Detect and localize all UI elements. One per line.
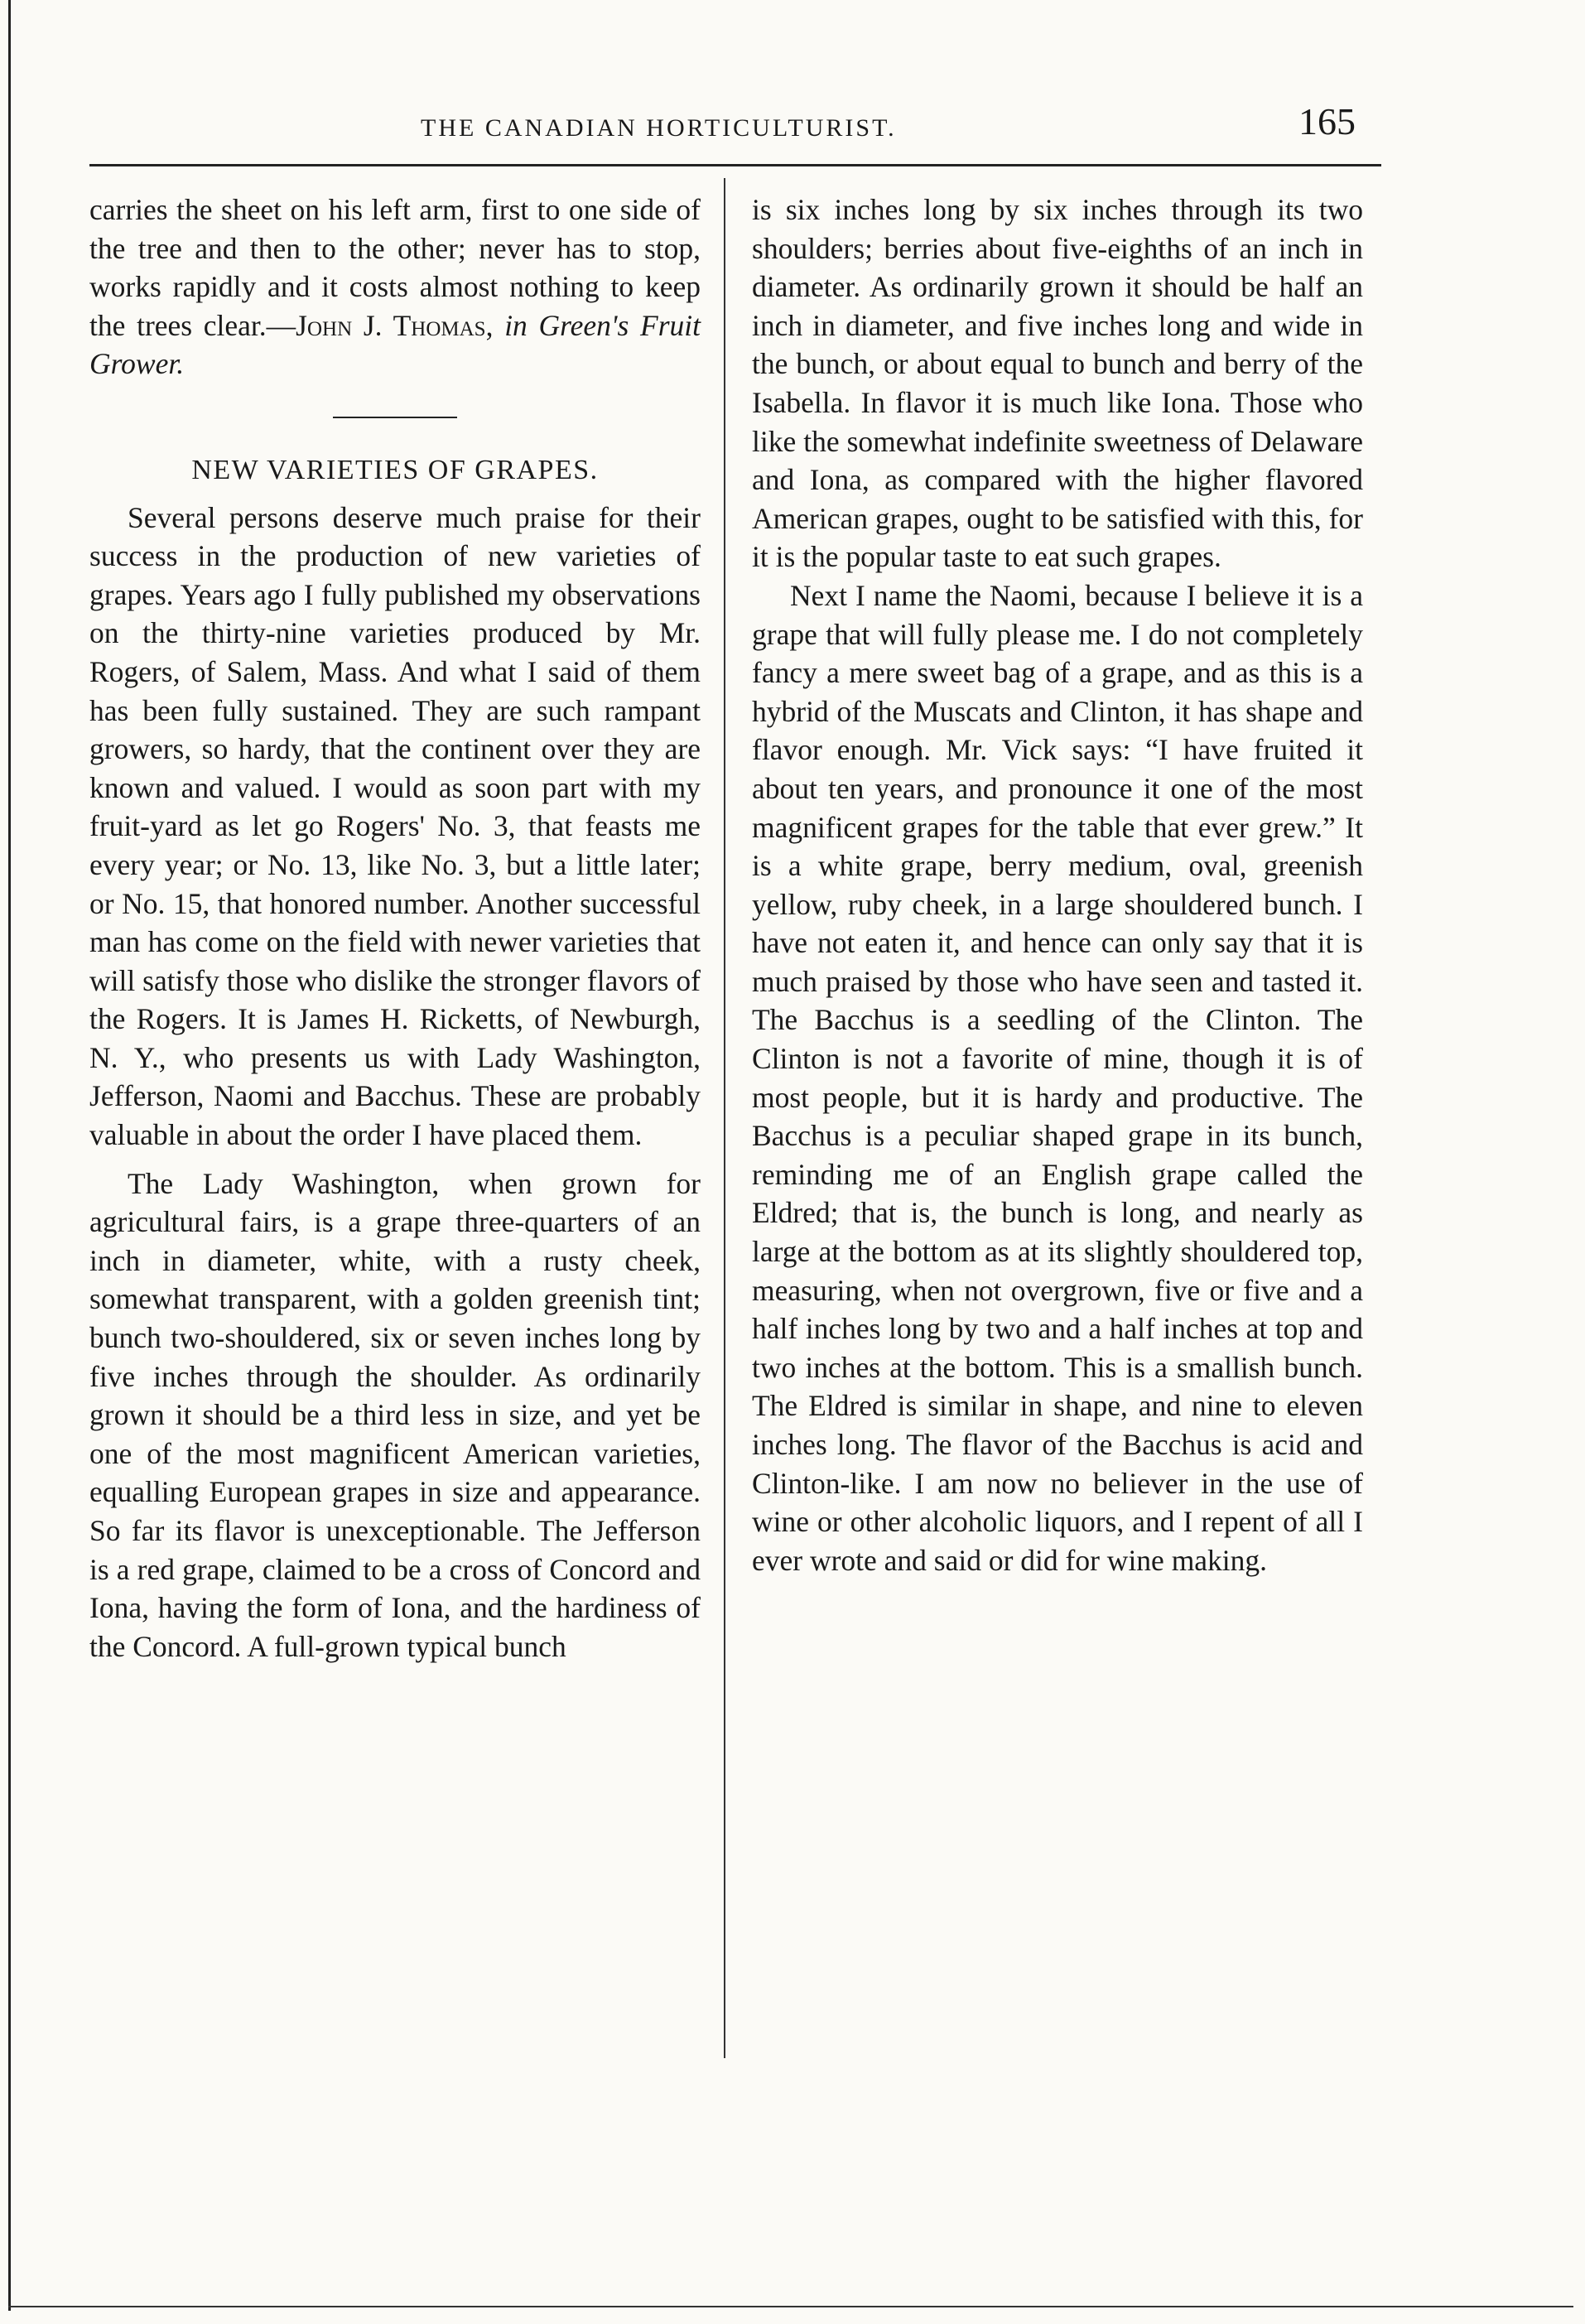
- body-paragraph: Next I name the Naomi, because I believe it is a grape that will fully please me. I do not completely fancy a mere sweet bag of a grape, and as this is a hybrid of the Muscats and Clinton, it has shape and flavor enough. Mr. Vick says: “I have fruited it about ten years, and pronounce it one of the most magnificent grapes for the table that ever grew.” It is a white grape, berry medium, oval, greenish yellow, ruby cheek, in a large shouldered bunch. I have not eaten it, and hence can only say that it is much praised by those who have seen and tasted it. The Bacchus is a seedling of the Clinton. The Clinton is not a favorite of mine, though it is of most people, but it is hardy and productive. The Bacchus is a peculiar shaped grape in its bunch, reminding me of an English grape called the Eldred; that is, the bunch is long, and nearly as large at the bottom as at its slightly shouldered top, measuring, when not overgrown, five or five and a half inches long by two and a half inches at top and two inches at the bottom. This is a smallish bunch. The Eldred is similar in shape, and nine to eleven inches long. The flavor of the Bacchus is acid and Clinton-like. I am now no believer in the use of wine or other alcoholic liquors, and I repent of all I ever wrote and said or did for wine making.: [752, 578, 1363, 1577]
- left-column: [89, 190, 701, 1666]
- section-separator: [333, 417, 457, 418]
- article-title: NEW VARIETIES OF GRAPES.: [191, 454, 599, 485]
- continued-paragraph: [89, 190, 701, 383]
- column-divider: [724, 178, 725, 2058]
- body-paragraph: The Lady Washington, when grown for agricultural fairs, is a grape three-quarters of an inch in diameter, white, with a rusty cheek, somewhat transparent, with a golden greenish tint; bunch two-shouldered, six or seven inches long by five inches through the shoulder. As ordinarily grown it should be a third less in size, and yet be one of the most magnificent American varieties, equalling European grapes in size and appearance. So far its flavor is unexceptionable. The Jefferson is a red grape, claimed to be a cross of Concord and Iona, having the form of Iona, and the hardiness of the Concord. A full-grown typical bunch: [89, 1166, 701, 1663]
- intro-text: carries the sheet on his left arm, first to one side of the tree and then to the other; never has to stop, works rapidly and it costs almost nothing to keep the trees clear.—: [89, 193, 701, 342]
- body-paragraph: is six inches long by six inches through its two shoulders; berries about five-eighths of an inch in diameter. As ordinarily grown it should be half an inch in diameter, and five inches long and wide in the bunch, or about equal to bunch and berry of the Isabella. In flavor it is much like Iona. Those who like the somewhat indefinite sweetness of Delaware and Iona, as compared with the higher flavored American grapes, ought to be satisfied with this, for it is the popular taste to eat such grapes.: [752, 193, 1363, 574]
- header-rule: [89, 164, 1381, 166]
- author-name: John J. Thomas,: [296, 308, 494, 342]
- page-number: 165: [1298, 100, 1356, 142]
- source-citation: in Green's Fruit Grower.: [89, 308, 701, 381]
- body-paragraph: Several persons deserve much praise for their success in the production of new varieties of grapes. Years ago I fully published my observations on the thirty-nine varieties produced by Mr. Rogers, of Salem, Mass. And what I said of them has been fully sustained. They are such rampant growers, so hardy, that the continent over they are known and valued. I would as soon part with my fruit-yard as let go Rogers' No. 3, that feasts me every year; or No. 13, like No. 3, but a little later; or No. 15, that honored number. Another successful man has come on the field with newer varieties that will satisfy those who dislike the stronger flavors of the Rogers. It is James H. Ricketts, of Newburgh, N. Y., who presents us with Lady Washington, Jefferson, Naomi and Bacchus. These are probably valuable in about the order I have placed them.: [89, 500, 701, 1152]
- page-edge-rule: [8, 0, 11, 2311]
- right-column: [752, 190, 1363, 1579]
- page-header: [89, 89, 1381, 164]
- page-bottom-rule: [8, 2306, 1573, 2307]
- running-head: THE CANADIAN HORTICULTURIST.: [421, 114, 897, 142]
